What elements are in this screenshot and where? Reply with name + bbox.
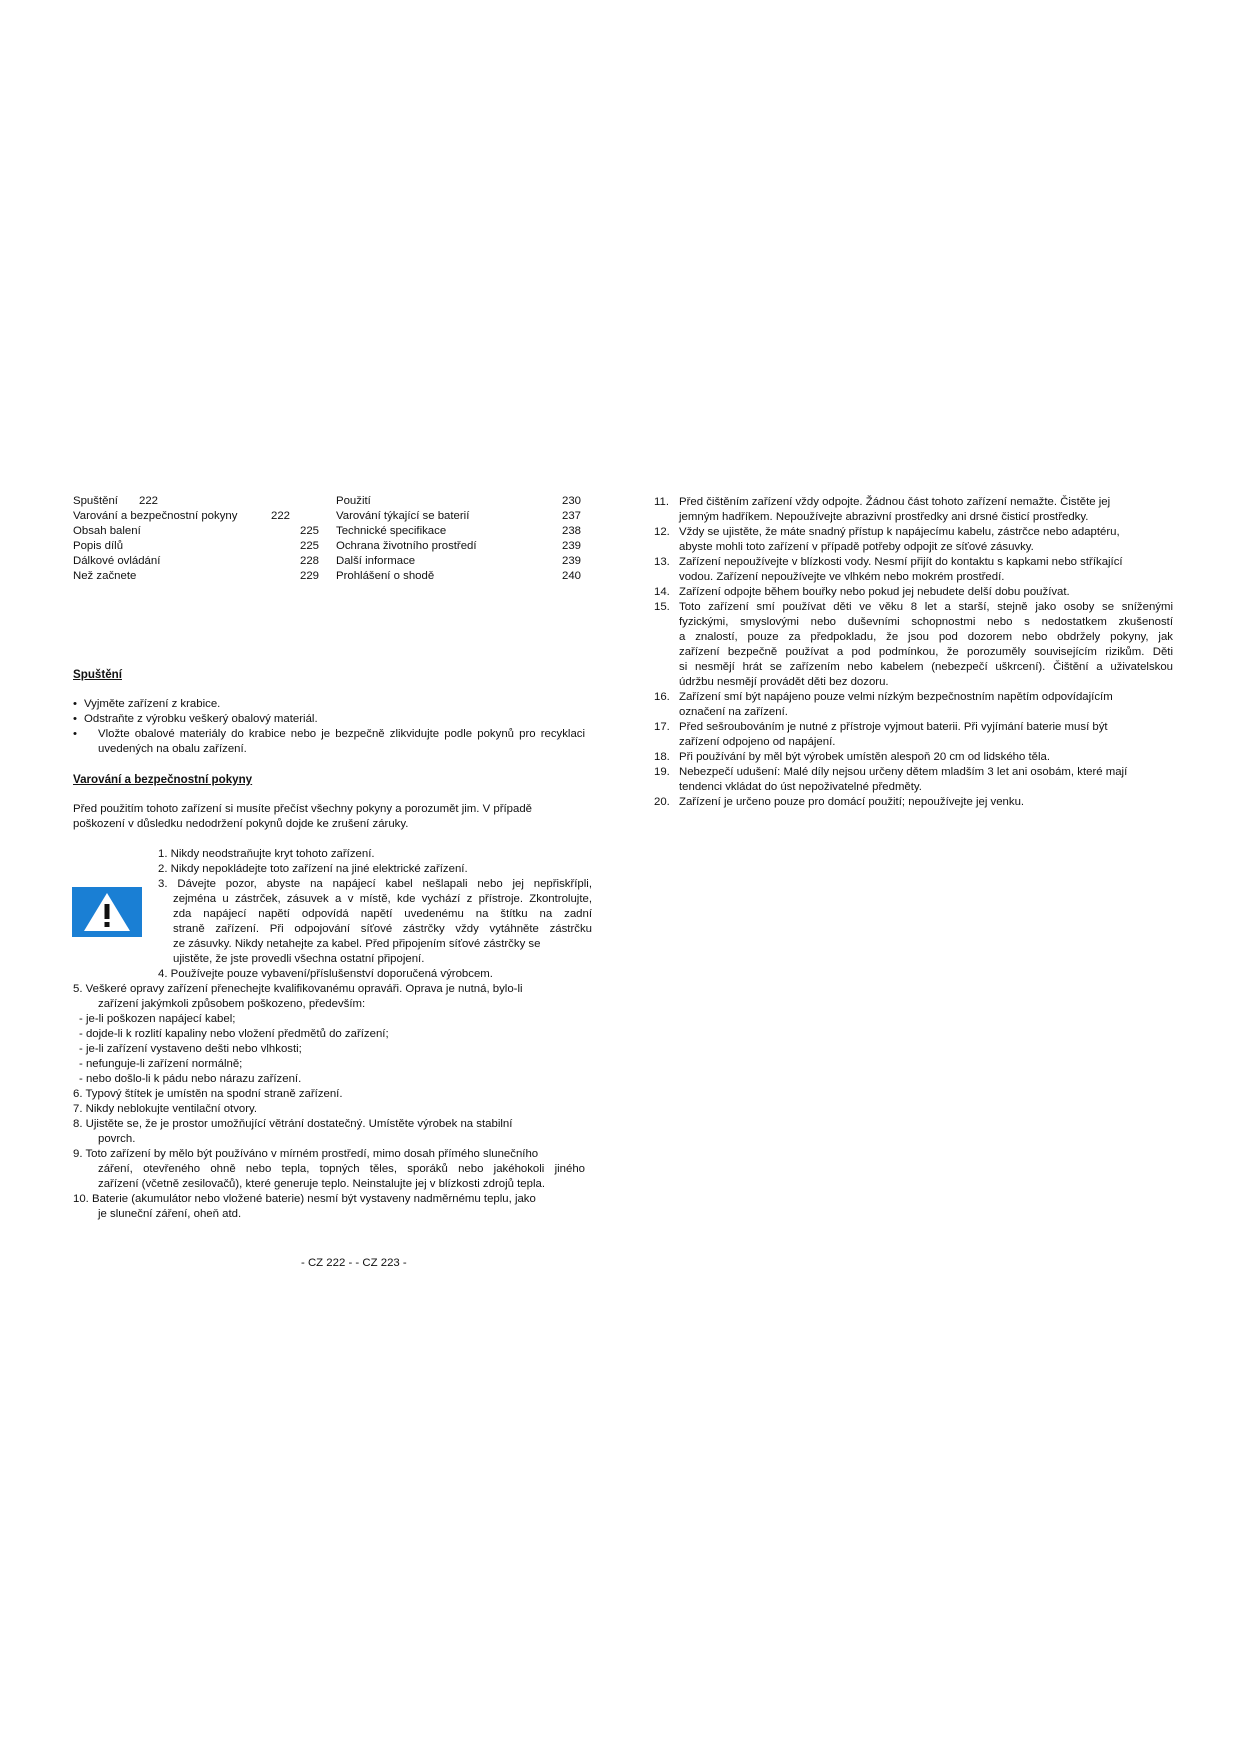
safety-item-5: 5. Veškeré opravy zařízení přenechejte kvalifikovanému opraváři. Oprava je nutná, bylo-li zařízení jakýmkoli způsobem poškozeno, především: - je-li poškozen napájecí kabel; - dojde-li k rozlití kapaliny nebo vložení předmětů do zařízení; - je-li zařízení vystaveno dešti nebo vlhkosti; - nefunguje-li zařízení normálně; - nebo došlo-li k pádu nebo nárazu zařízení. 6. Typový štítek je umístěn na spodní straně zařízení. 7. Nikdy neblokujte ventilační otvory. 8. Ujistěte se, že je prostor umožňující větrání dostatečný. Umístěte výrobek na stabilní povrch. 9. Toto zařízení by mělo být používáno v mírném prostředí, mimo dosah přímého slunečního záření, otevřeného ohně nebo tepla, topných těles, sporáků nebo jakéhokoli jiného zařízení (včetně zesilovačů), které generuje teplo. Neinstalujte jej v blízkosti zdrojů tepla. 10. Baterie (akumulátor nebo vložené baterie) nesmí být vystaveny nadměrnému teplu, jako je sluneční záření, oheň atd. bbox=[73, 983, 585, 1220]
toc-label: Obsah balení bbox=[73, 525, 141, 537]
toc-label: Prohlášení o shodě bbox=[336, 570, 435, 582]
item-number: 11. bbox=[654, 496, 669, 508]
toc-entry bbox=[336, 539, 477, 554]
safety-item-19: 19. Nebezpečí udušení: Malé díly nejsou určeny dětem mladším 3 let ani osobám, které mají tendenci vkládat do úst nepoživatelné předměty. bbox=[654, 766, 1128, 793]
toc-entry bbox=[73, 524, 141, 539]
safety-item-2: 2. Nikdy nepokládejte toto zařízení na jiné elektrické zařízení. bbox=[158, 863, 468, 875]
toc-entry bbox=[336, 569, 434, 584]
safety-item-14: 14. Zařízení odpojte během bouřky nebo pokud jej nebudete delší dobu používat. bbox=[654, 586, 1070, 598]
list-item: • Vložte obalové materiály do krabice nebo je bezpečně zlikvidujte podle pokynů pro recyklaci uvedených na obalu zařízení. bbox=[73, 728, 585, 755]
safety-item-4: 4. Používejte pouze vybavení/příslušenství doporučená výrobcem. bbox=[158, 968, 493, 980]
toc-entry bbox=[73, 509, 237, 524]
safety-item-3: 3. Dávejte pozor, abyste na napájecí kabel nešlapali nebo jej nepřiskřípli, zejména u zástrček, zásuvek a v místě, kde vychází z přístroje. Zkontrolujte, zda napájecí napětí odpovídá napětí uvedenému na štítku na zadní straně zařízení. Při odpojování síťové zástrčky vždy vytáhněte zástrčku ze zásuvky. Nikdy netahejte za kabel. Před připojením síťové zástrčky se ujistěte, že jste provedli všechna ostatní připojení. bbox=[158, 878, 592, 965]
toc-entry bbox=[73, 554, 160, 569]
safety-item-18: 18. Při používání by měl být výrobek umístěn alespoň 20 cm od lidského těla. bbox=[654, 751, 1051, 763]
toc-page-number: 240 bbox=[561, 570, 581, 582]
toc-entry bbox=[336, 494, 371, 509]
safety-item-15: 15. Toto zařízení smí používat děti ve věku 8 let a starší, stejně jako osoby se sníženými fyzickými, smyslovými nebo duševními schopnostmi nebo s nedostatkem zkušeností a znalostí, pouze za předpokladu, že jsou pod dozorem nebo obdržely pokyny, jak zařízení bezpečně používat a pod podmínkou, že porozuměly souvisejícím rizikům. Děti si nesmějí hrát se zařízením nebo kabelem (nebezpečí uškrcení). Čištění a uživatelskou údržbu nesmějí provádět děti bez dozoru. bbox=[654, 601, 1173, 688]
page-footer: - CZ 222 - - CZ 223 - bbox=[301, 1257, 407, 1269]
safety-item-10: 10. Baterie (akumulátor nebo vložené baterie) nesmí být vystaveny nadměrnému teplu, jako bbox=[73, 1193, 536, 1205]
list-item: - nefunguje-li zařízení normálně; bbox=[79, 1058, 243, 1070]
toc-entry bbox=[73, 494, 118, 509]
safety-item-7: 7. Nikdy neblokujte ventilační otvory. bbox=[73, 1103, 258, 1115]
item-number: 14. bbox=[654, 586, 670, 598]
item-number: 16. bbox=[654, 691, 670, 703]
toc-page-number: 239 bbox=[561, 540, 581, 552]
safety-intro: Před použitím tohoto zařízení si musíte přečíst všechny pokyny a porozumět jim. V případě poškození v důsledku nedodržení pokynů dojde ke zrušení záruky. bbox=[73, 803, 533, 830]
warning-triangle-icon bbox=[72, 887, 142, 937]
toc-entry bbox=[336, 509, 469, 524]
toc-page-number: 238 bbox=[561, 525, 581, 537]
safety-item-8: 8. Ujistěte se, že je prostor umožňující větrání dostatečný. Umístěte výrobek na stabilní bbox=[73, 1118, 513, 1130]
toc-label: Než začnete bbox=[73, 570, 137, 582]
toc-label: Varování a bezpečnostní pokyny bbox=[73, 510, 238, 522]
safety-item-11: 11. Před čištěním zařízení vždy odpojte. Žádnou část tohoto zařízení nemažte. Čistěte jej jemným hadříkem. Nepoužívejte abrazivní prostředky ani drsné čisticí prostředky. bbox=[654, 496, 1111, 523]
toc-page-number: 229 bbox=[299, 570, 319, 582]
list-item: - nebo došlo-li k pádu nebo nárazu zařízení. bbox=[79, 1073, 302, 1085]
toc-label: Použití bbox=[336, 495, 371, 507]
toc-label: Popis dílů bbox=[73, 540, 124, 552]
item-number: 13. bbox=[654, 556, 670, 568]
toc-label: Technické specifikace bbox=[336, 525, 447, 537]
toc-page-number: 230 bbox=[561, 495, 581, 507]
toc-page-number: 225 bbox=[299, 525, 319, 537]
toc-entry bbox=[73, 539, 123, 554]
item-number: 20. bbox=[654, 796, 670, 808]
toc-label: Varování týkající se baterií bbox=[336, 510, 470, 522]
safety-item-13: 13. Zařízení nepoužívejte v blízkosti vody. Nesmí přijít do kontaktu s kapkami nebo stříkající vodou. Zařízení nepoužívejte ve vlhkém nebo mokrém prostředí. bbox=[654, 556, 1123, 583]
toc-page-number: 222 bbox=[270, 510, 290, 522]
toc-entry bbox=[336, 554, 415, 569]
safety-item-9: 9. Toto zařízení by mělo být používáno v mírném prostředí, mimo dosah přímého slunečního bbox=[73, 1148, 539, 1160]
safety-item-17: 17. Před sešroubováním je nutné z přístroje vyjmout baterii. Při vyjímání baterie musí být zařízení odpojeno od napájení. bbox=[654, 721, 1108, 748]
item-number: 19. bbox=[654, 766, 670, 778]
list-item: • Odstraňte z výrobku veškerý obalový materiál. bbox=[73, 713, 318, 725]
list-item: • Vyjměte zařízení z krabice. bbox=[73, 698, 221, 710]
item-number: 15. bbox=[654, 601, 670, 613]
toc-page-number: 222 bbox=[138, 495, 158, 507]
toc-label: Ochrana životního prostředí bbox=[336, 540, 477, 552]
safety-item-16: 16. Zařízení smí být napájeno pouze velmi nízkým bezpečnostním napětím odpovídajícím označení na zařízení. bbox=[654, 691, 1113, 718]
safety-heading: Varování a bezpečnostní pokyny bbox=[73, 773, 253, 786]
list-item: - je-li zařízení vystaveno dešti nebo vlhkosti; bbox=[79, 1043, 302, 1055]
safety-item-20: 20. Zařízení je určeno pouze pro domácí použití; nepoužívejte jej venku. bbox=[654, 796, 1025, 808]
startup-bullets bbox=[73, 697, 585, 757]
safety-item-12: 12. Vždy se ujistěte, že máte snadný přístup k napájecímu kabelu, zástrčce nebo adaptéru, abyste mohli toto zařízení v případě potřeby odpojit ze síťové zásuvky. bbox=[654, 526, 1120, 553]
list-item: - dojde-li k rozlití kapaliny nebo vložení předmětů do zařízení; bbox=[79, 1028, 389, 1040]
toc-page-number: 228 bbox=[299, 555, 319, 567]
toc-entry bbox=[336, 524, 446, 539]
toc-label: Další informace bbox=[336, 555, 416, 567]
safety-item-1: 1. Nikdy neodstraňujte kryt tohoto zařízení. bbox=[158, 848, 375, 860]
toc-page-number: 239 bbox=[561, 555, 581, 567]
toc-page-number: 237 bbox=[561, 510, 581, 522]
item-number: 12. bbox=[654, 526, 670, 538]
startup-heading: Spuštění bbox=[73, 668, 122, 681]
item-number: 18. bbox=[654, 751, 670, 763]
list-item: - je-li poškozen napájecí kabel; bbox=[79, 1013, 236, 1025]
item-number: 17. bbox=[654, 721, 670, 733]
toc-label: Dálkové ovládání bbox=[73, 555, 161, 567]
toc-label: Spuštění bbox=[73, 495, 118, 507]
safety-item-6: 6. Typový štítek je umístěn na spodní straně zařízení. bbox=[73, 1088, 343, 1100]
toc-entry bbox=[73, 569, 136, 584]
toc-page-number: 225 bbox=[299, 540, 319, 552]
